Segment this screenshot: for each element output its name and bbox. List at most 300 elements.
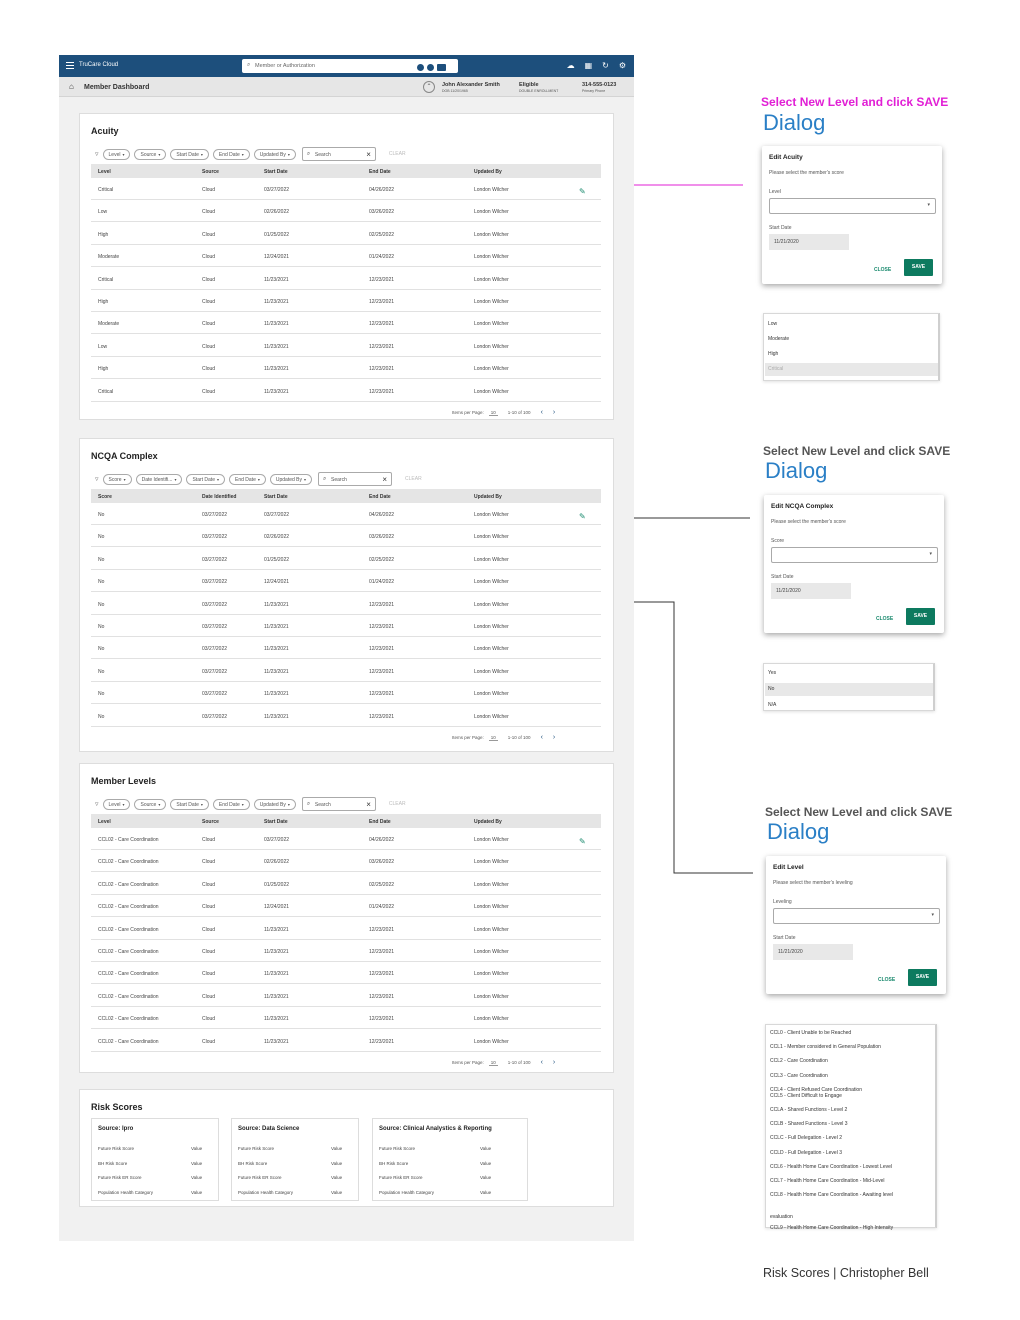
risk-source-title: Source: Ipro [98, 1126, 134, 1132]
shield-icon[interactable] [417, 64, 424, 71]
column-header[interactable]: Source [202, 819, 219, 825]
risk-source-box [91, 1118, 219, 1201]
table-cell: 11/23/2021 [264, 388, 289, 395]
filter-chip-label: Score [108, 476, 122, 483]
menu-icon[interactable] [66, 62, 74, 69]
table-cell: 03/26/2022 [369, 209, 395, 216]
table-row [91, 290, 601, 312]
filter-chip[interactable] [170, 799, 209, 810]
risk-metric-label: Population Health Category [238, 1189, 294, 1195]
column-header[interactable]: Score [98, 494, 112, 500]
level-select[interactable] [771, 547, 938, 563]
page-range: 1-10 of 100 [507, 410, 531, 415]
pagination [452, 1059, 555, 1066]
chevron-left-icon[interactable]: ‹ [540, 734, 543, 741]
table-cell: No [98, 624, 105, 630]
column-header[interactable]: End Date [369, 169, 391, 175]
filter-chip[interactable] [213, 799, 250, 810]
risk-metric-value: Value [480, 1146, 492, 1151]
search-icon: ⌕ [306, 801, 311, 807]
table-cell: Cloud [202, 276, 216, 283]
level-select[interactable] [769, 198, 936, 214]
chevron-right-icon[interactable]: › [552, 1059, 556, 1066]
filter-chip[interactable] [254, 149, 296, 160]
table-cell: 11/23/2021 [264, 343, 289, 350]
risk-metric-value: Value [331, 1175, 343, 1180]
per-page-select[interactable]: 10 [490, 410, 496, 415]
dropdown-option[interactable]: CCL7 - Health Home Care Coordination - Mid-Level [770, 1178, 885, 1184]
filter-chip-label: Updated By [275, 476, 303, 483]
filter-icon[interactable] [427, 64, 434, 71]
pencil-icon[interactable]: ✎ [579, 837, 586, 846]
table-cell: 12/23/2021 [369, 646, 395, 653]
dropdown-option[interactable]: Low [768, 321, 778, 327]
ncqa-title: NCQA Complex [91, 451, 158, 461]
table-cell: 11/23/2021 [264, 321, 289, 328]
close-button[interactable]: CLOSE [878, 977, 896, 983]
save-button[interactable]: SAVE [908, 969, 937, 986]
table-cell: 12/23/2021 [369, 388, 395, 395]
table-cell: 11/23/2021 [264, 601, 289, 608]
close-button[interactable]: CLOSE [876, 616, 894, 622]
close-icon[interactable]: × [366, 150, 371, 159]
chevron-down-icon: ▾ [158, 151, 161, 157]
risk-source-box [231, 1118, 359, 1201]
filter-chip[interactable] [270, 474, 312, 485]
table-cell: No [98, 713, 105, 720]
table-cell: 12/23/2021 [369, 668, 395, 675]
dialog-title: Edit Acuity [769, 154, 803, 161]
table-cell: Cloud [202, 254, 216, 261]
save-button[interactable]: SAVE [906, 608, 935, 625]
table-cell: Cloud [202, 859, 216, 866]
filter-chip[interactable] [103, 149, 131, 160]
table-cell: 12/24/2021 [264, 254, 290, 261]
column-header[interactable]: Start Date [264, 819, 288, 825]
table-cell: Cloud [202, 1038, 216, 1045]
table-cell: CCL02 - Care Coordination [98, 859, 159, 866]
table-row [91, 525, 601, 547]
table-cell: No [98, 579, 105, 586]
table-cell: Cloud [202, 993, 216, 1000]
card-icon[interactable] [437, 64, 446, 71]
risk-source-title: Source: Data Science [238, 1126, 300, 1132]
table-cell: 02/26/2022 [264, 859, 290, 866]
filter-chip[interactable] [213, 149, 250, 160]
refresh-icon[interactable]: ↻ [602, 61, 609, 70]
table-cell: Moderate [98, 321, 120, 328]
options-dropdown [763, 313, 940, 381]
table-cell: 01/25/2022 [264, 231, 290, 238]
table-cell: 12/23/2021 [369, 624, 395, 630]
table-cell: 12/23/2021 [369, 926, 395, 933]
pencil-icon[interactable]: ✎ [579, 187, 586, 196]
table-cell: Cloud [202, 209, 216, 216]
dropdown-option[interactable]: CCL6 - Health Home Care Coordination - Lowest Level [770, 1163, 893, 1170]
table-row [91, 873, 601, 895]
chevron-down-icon: ▾ [241, 151, 244, 157]
clear-button[interactable]: CLEAR [405, 476, 422, 482]
copy-icon[interactable]: ▦ [584, 61, 593, 70]
chevron-down-icon: ▾ [931, 912, 934, 918]
table-cell: CCL02 - Care Coordination [98, 881, 159, 888]
start-date-label: Start Date [773, 935, 796, 941]
table-cell: Cloud [202, 366, 216, 373]
table-cell: 12/23/2021 [369, 1038, 395, 1045]
search-placeholder: Search [331, 477, 347, 483]
ncqa-card [79, 438, 614, 752]
table-cell: London Wilcher [474, 971, 509, 978]
risk-metric-label: Future Risk ER Score [98, 1175, 142, 1180]
member-phone: 314-555-0123 [582, 82, 617, 88]
table-cell: Cloud [202, 231, 216, 238]
table-cell: 11/23/2021 [264, 993, 289, 1000]
search-icon: ⌕ [247, 62, 251, 68]
page-range: 1-10 of 100 [507, 735, 531, 740]
level-select[interactable] [773, 908, 940, 924]
table-cell: High [98, 299, 109, 305]
cloud-icon[interactable]: ☁ [566, 61, 575, 70]
member_levels-filters [95, 797, 406, 809]
table-cell: 03/27/2022 [202, 691, 228, 698]
filter-chip[interactable] [186, 474, 225, 485]
table-cell: Cloud [202, 1016, 216, 1023]
filter-chip-label: Start Date [176, 151, 199, 158]
dropdown-option[interactable]: CCL1 - Member considered in General Population [770, 1044, 881, 1051]
dropdown-option[interactable]: Yes [768, 670, 777, 676]
table-row [91, 570, 601, 592]
table-cell: CCL02 - Care Coordination [98, 1016, 159, 1023]
close-icon[interactable]: × [366, 800, 371, 809]
pencil-icon[interactable]: ✎ [579, 512, 586, 521]
save-button[interactable]: SAVE [904, 259, 933, 276]
search-icon: ⌕ [323, 476, 327, 482]
table-cell: 11/23/2021 [264, 971, 289, 978]
footer-caption: Risk Scores | Christopher Bell [763, 1266, 929, 1280]
table-cell: 03/26/2022 [369, 859, 395, 866]
table-cell: London Wilcher [474, 668, 509, 675]
app-brand: TruCare Cloud [79, 62, 119, 68]
column-header[interactable]: End Date [369, 819, 391, 825]
table-cell: Cloud [202, 904, 216, 911]
start-date-input[interactable]: 11/21/2020 [769, 234, 849, 250]
filter-icon[interactable]: ▿ [95, 151, 99, 158]
column-header[interactable]: Level [98, 169, 111, 175]
dialog-heading: Dialog [767, 819, 830, 844]
filter-chip-label: Updated By [259, 151, 286, 158]
top-app-bar [59, 55, 634, 77]
table-cell: London Wilcher [474, 579, 509, 586]
search-placeholder: Search [314, 152, 331, 158]
dialog-field-label: Score [771, 538, 785, 544]
table-row [91, 268, 601, 290]
table-cell: CCL02 - Care Coordination [98, 971, 159, 978]
dropdown-option[interactable]: CCL5 - Client Difficult to Engage [770, 1092, 842, 1099]
table-cell: 03/27/2022 [202, 579, 228, 586]
table-cell: 11/23/2021 [264, 366, 289, 373]
table-cell: 12/23/2021 [369, 993, 395, 1000]
start-date-input[interactable]: 11/21/2020 [771, 583, 851, 599]
table-row [91, 380, 601, 402]
table-cell: 01/24/2022 [369, 904, 395, 911]
column-header[interactable]: Start Date [264, 494, 288, 500]
table-cell: London Wilcher [474, 1016, 509, 1023]
table-cell: London Wilcher [474, 859, 509, 866]
table-cell: Cloud [202, 949, 216, 955]
page-title: Member Dashboard [84, 84, 150, 91]
table-cell: Cloud [202, 343, 216, 350]
table-cell: London Wilcher [474, 601, 509, 608]
table-cell: 11/23/2021 [264, 926, 289, 933]
options-dropdown [765, 1024, 937, 1231]
chevron-up-icon[interactable]: ⌃ [423, 81, 435, 93]
table-cell: 03/27/2022 [202, 646, 228, 653]
eligibility-sub: DOUBLE ENROLLMENT [519, 89, 559, 93]
search-icon: ⌕ [306, 151, 311, 157]
table-cell: 12/23/2021 [369, 949, 395, 955]
chevron-down-icon: ▾ [200, 151, 203, 157]
table-cell: No [98, 512, 105, 518]
risk-metric-label: Population Health Category [379, 1189, 435, 1195]
chevron-down-icon: ▾ [929, 551, 932, 557]
table-cell: 11/23/2021 [264, 276, 289, 283]
acuity-title: Acuity [91, 126, 119, 136]
table-header [91, 814, 601, 828]
table-cell: London Wilcher [474, 366, 509, 373]
dialog-field-label: Level [769, 189, 781, 195]
filter-chip[interactable] [134, 799, 166, 810]
member-levels-card [79, 763, 614, 1073]
table-cell: Cloud [202, 971, 216, 978]
edit-dialog [762, 146, 942, 284]
dialog-prompt: Please select the member's score [771, 519, 846, 525]
filter-chip-label: Start Date [192, 476, 215, 483]
table-cell: 04/26/2022 [369, 512, 395, 518]
dialog-heading: Dialog [763, 110, 826, 135]
chevron-left-icon[interactable]: ‹ [540, 1059, 543, 1066]
filter-icon[interactable]: ▿ [95, 476, 99, 483]
member-name: John Alexander Smith [442, 82, 500, 88]
per-page-select[interactable]: 10 [490, 1060, 496, 1065]
dropdown-option[interactable]: Moderate [768, 336, 790, 342]
table-search-input[interactable] [302, 797, 376, 811]
chevron-down-icon: ▾ [241, 801, 244, 807]
page-range: 1-10 of 100 [507, 1060, 531, 1065]
table-cell: 11/23/2021 [264, 949, 289, 955]
risk-source-title: Source: Clinical Analystics & Reporting [379, 1126, 492, 1132]
dropdown-option[interactable]: CCL9 - Health Home Care Coordination - High Intensity [770, 1224, 894, 1231]
table-cell: 12/23/2021 [369, 299, 395, 305]
column-header[interactable]: Start Date [264, 169, 288, 175]
column-header[interactable]: Date Identified [202, 494, 237, 500]
dropdown-option[interactable]: CCL4 - Client Refused Care Coordination [770, 1086, 862, 1093]
risk-metric-value: Value [191, 1160, 203, 1166]
column-header[interactable]: Updated By [474, 494, 502, 500]
chevron-right-icon[interactable]: › [552, 734, 556, 741]
chevron-down-icon: ▾ [200, 801, 203, 807]
table-cell: London Wilcher [474, 926, 509, 933]
table-cell: 02/26/2022 [264, 209, 290, 216]
table-cell: Cloud [202, 837, 216, 843]
risk-metric-label: Future Risk ER Score [238, 1175, 282, 1180]
acuity-filters [95, 147, 406, 159]
dropdown-option[interactable]: evaluation [770, 1214, 793, 1221]
table-cell: London Wilcher [474, 231, 509, 238]
table-cell: 03/27/2022 [202, 512, 228, 518]
dropdown-option[interactable]: No [768, 686, 775, 692]
table-cell: London Wilcher [474, 646, 509, 653]
start-date-input[interactable]: 11/21/2020 [773, 944, 853, 960]
risk-metric-label: Future Risk Score [379, 1146, 416, 1151]
table-cell: 12/23/2021 [369, 343, 395, 350]
gear-icon[interactable]: ⚙ [618, 61, 626, 70]
table-cell: No [98, 601, 105, 608]
filter-chip-label: Source [140, 801, 157, 808]
dropdown-option[interactable]: CCLB - Shared Functions - Level 3 [770, 1121, 848, 1128]
column-header[interactable]: Updated By [474, 819, 502, 825]
filter-chip-label: End Date [235, 476, 256, 483]
table-cell: 03/27/2022 [264, 837, 290, 843]
dropdown-option[interactable]: N/A [768, 702, 777, 708]
risk-metric-value: Value [191, 1175, 203, 1180]
table-row [91, 660, 601, 682]
home-icon[interactable]: ⌂ [69, 82, 74, 91]
table-cell: Critical [98, 388, 114, 395]
table-cell: 02/25/2022 [369, 556, 395, 563]
filter-chip[interactable] [103, 799, 131, 810]
risk-metric-label: BH Risk Score [379, 1160, 409, 1166]
table-cell: High [98, 366, 109, 373]
table-row [91, 850, 601, 872]
filter-chip[interactable] [229, 474, 266, 485]
table-cell: London Wilcher [474, 321, 509, 328]
table-row [91, 637, 601, 659]
dropdown-option[interactable]: CCL8 - Health Home Care Coordination - Awaiting level [770, 1192, 894, 1199]
column-header[interactable]: Source [202, 169, 219, 175]
table-cell: CCL02 - Care Coordination [98, 1038, 159, 1045]
app-screenshot [59, 55, 634, 1241]
dropdown-option[interactable]: CCLC - Full Delegation - Level 2 [770, 1135, 842, 1142]
table-row [91, 828, 601, 850]
risk-metric-label: BH Risk Score [98, 1160, 128, 1166]
table-cell: No [98, 534, 105, 541]
chevron-left-icon[interactable]: ‹ [540, 409, 543, 416]
table-cell: 03/27/2022 [202, 624, 228, 630]
filter-chip[interactable] [103, 474, 132, 485]
chevron-down-icon: ▾ [122, 801, 125, 807]
table-cell: 11/23/2021 [264, 691, 289, 698]
table-cell: 04/26/2022 [369, 837, 395, 843]
column-header[interactable]: Updated By [474, 169, 502, 175]
table-cell: 12/23/2021 [369, 1016, 395, 1023]
table-cell: Cloud [202, 321, 216, 328]
table-cell: Cloud [202, 926, 216, 933]
table-cell: London Wilcher [474, 512, 509, 518]
table-cell: Critical [98, 187, 114, 193]
dropdown-option[interactable]: CCLA - Shared Functions - Level 2 [770, 1107, 848, 1113]
table-cell: London Wilcher [474, 556, 509, 563]
chevron-down-icon: ▾ [287, 151, 290, 157]
filter-chip[interactable] [134, 149, 166, 160]
table-cell: 12/23/2021 [369, 971, 395, 978]
table-search-input[interactable] [318, 472, 392, 486]
search-placeholder: Search [314, 802, 331, 808]
table-cell: No [98, 556, 105, 563]
dropdown-option[interactable]: CCLD - Full Delegation - Level 3 [770, 1149, 842, 1156]
close-icon[interactable]: × [382, 475, 388, 484]
table-cell: 12/23/2021 [369, 691, 395, 698]
filter-chip[interactable] [254, 799, 296, 810]
table-cell: London Wilcher [474, 209, 509, 216]
table-cell: London Wilcher [474, 904, 509, 911]
close-button[interactable]: CLOSE [874, 267, 892, 273]
start-date-label: Start Date [769, 225, 792, 231]
options-dropdown [763, 663, 935, 711]
clear-button[interactable]: CLEAR [388, 801, 406, 807]
table-cell: Low [98, 343, 108, 350]
table-cell: 01/24/2022 [369, 254, 395, 261]
clear-button[interactable]: CLEAR [388, 151, 406, 157]
header-actions [557, 61, 626, 70]
filter-chip-label: Start Date [176, 801, 199, 808]
table-cell: London Wilcher [474, 276, 509, 283]
dialog-prompt: Please select the member's leveling [773, 880, 853, 886]
per-page-select[interactable]: 10 [490, 735, 496, 740]
table-cell: London Wilcher [474, 299, 509, 305]
chevron-down-icon: ▾ [287, 801, 290, 807]
table-cell: 03/26/2022 [369, 534, 395, 541]
dialog-annotation: Select New Level and click SAVE [761, 95, 949, 109]
dropdown-option[interactable]: Critical [768, 366, 784, 372]
chevron-down-icon: ▾ [257, 476, 260, 482]
items-per-page-label: Items per Page: [452, 1060, 484, 1065]
risk-scores-title: Risk Scores [91, 1102, 143, 1112]
table-row [91, 1030, 601, 1052]
table-cell: Low [98, 209, 108, 216]
table-row [91, 985, 601, 1007]
table-row [91, 593, 601, 615]
option-highlight [765, 683, 933, 696]
dropdown-option[interactable]: CCL0 - Client Unable to be Reached [770, 1030, 852, 1036]
table-cell: 12/23/2021 [369, 713, 395, 720]
dropdown-option[interactable]: CCL2 - Care Coordination [770, 1058, 828, 1065]
table-row [91, 615, 601, 637]
member-dob: DOB 11/20/1965 [442, 89, 468, 93]
filter-chip[interactable] [136, 474, 183, 485]
table-row [91, 178, 601, 200]
table-cell: 02/25/2022 [369, 881, 395, 888]
chevron-down-icon: ▾ [158, 801, 161, 807]
dialog-title: Edit Level [773, 864, 804, 871]
risk-metric-label: Population Health Category [98, 1189, 154, 1195]
items-per-page-label: Items per Page: [452, 410, 484, 415]
table-cell: 01/25/2022 [264, 881, 290, 888]
table-row [91, 962, 601, 984]
table-search-input[interactable] [302, 147, 376, 161]
filter-icon[interactable]: ▿ [95, 801, 99, 808]
chevron-right-icon[interactable]: › [552, 409, 556, 416]
dialog-heading: Dialog [765, 458, 828, 483]
column-header[interactable]: Level [98, 819, 111, 825]
table-cell: 04/26/2022 [369, 187, 395, 193]
filter-chip-label: Source [140, 151, 157, 158]
edit-dialog [766, 856, 946, 994]
dropdown-option[interactable]: CCL3 - Care Coordination [770, 1072, 828, 1079]
dialog-prompt: Please select the member's score [769, 170, 844, 176]
column-header[interactable]: End Date [369, 494, 391, 500]
dropdown-option[interactable]: High [768, 351, 779, 357]
filter-chip[interactable] [170, 149, 209, 160]
